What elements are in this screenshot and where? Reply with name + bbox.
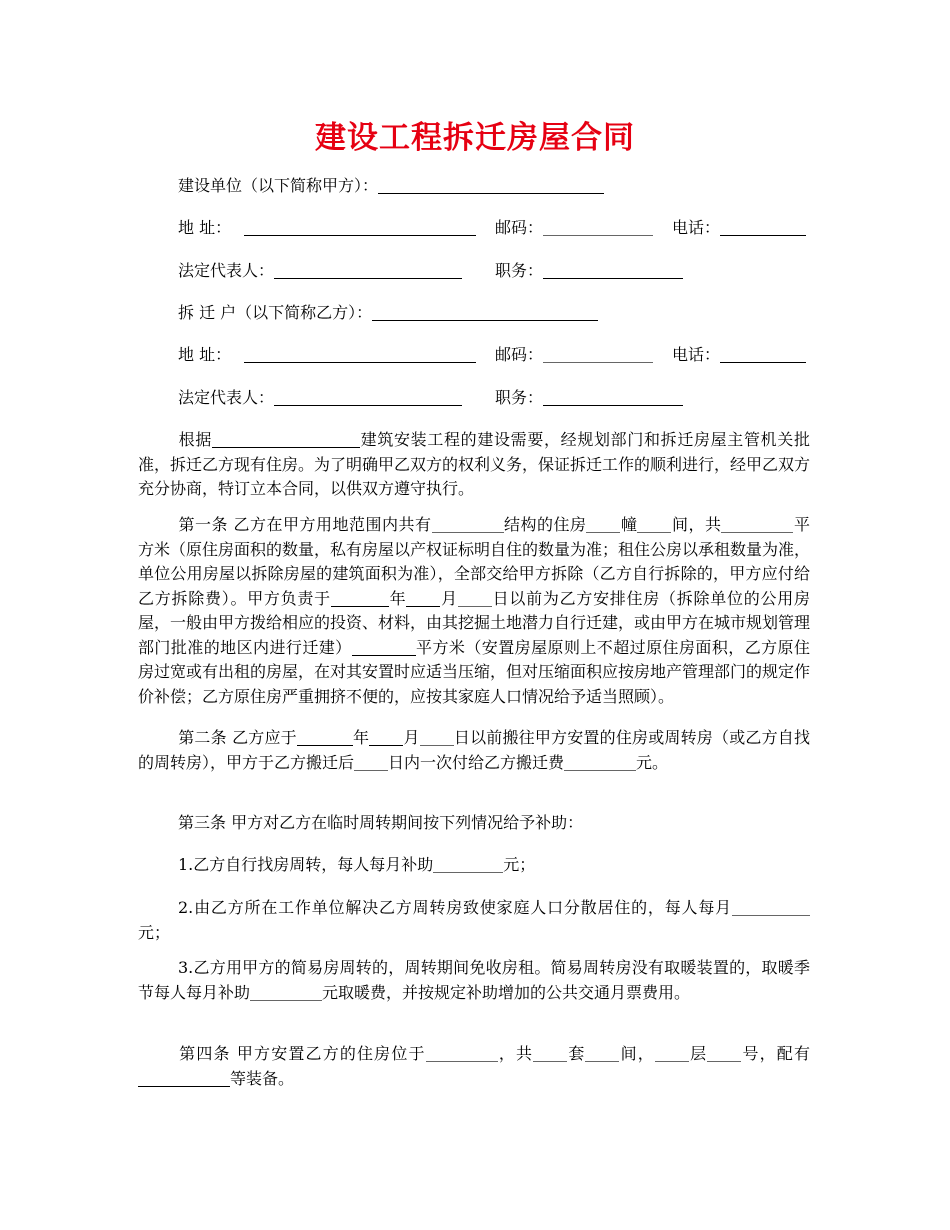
rooms-blank[interactable] — [585, 1045, 619, 1062]
housing-location-blank[interactable] — [426, 1045, 498, 1062]
article-3-paragraph — [138, 811, 810, 836]
resettle-month-blank[interactable] — [406, 590, 440, 607]
party-b-postcode-label: 邮码： — [495, 345, 544, 364]
party-b-address-blank[interactable] — [244, 346, 476, 363]
party-b-position-label: 职务： — [495, 388, 544, 407]
buildings-count-blank[interactable] — [586, 516, 620, 533]
move-month-blank[interactable] — [369, 729, 403, 746]
paragraph-text: 3.乙方用甲方的简易房周转的，周转期间免收房租。简易周转房没有取暖装置的，取暖季节每人每月补助 — [138, 958, 810, 1002]
party-b-address-label: 地 址： — [178, 345, 232, 364]
party-b-legal-rep-blank[interactable] — [274, 389, 462, 406]
paragraph-text: 建筑安装工程的建设需要，经规划部门和拆迁房屋主管机关批准，拆迁乙方现有住房。为了明确甲乙双方的权利义务，保证拆迁工作的顺利进行，经甲乙双方充分协商，特订立本合同，以供双方遵守执行。 — [138, 430, 811, 498]
article-3-item-2 — [138, 896, 810, 945]
resettle-year-blank[interactable] — [331, 590, 389, 607]
article-3-item-1 — [138, 853, 810, 878]
party-b-postcode-blank[interactable] — [543, 346, 653, 363]
paragraph-text: 幢 — [620, 515, 638, 534]
party-a-postcode-blank[interactable] — [543, 219, 653, 236]
party-a-phone-blank[interactable] — [720, 219, 806, 236]
article-1-paragraph — [138, 513, 810, 709]
paragraph-text: 1.乙方自行找房周转，每人每月补助 — [178, 855, 434, 874]
paragraph-text: 号，配有 — [741, 1044, 810, 1063]
moving-fee-blank[interactable] — [564, 754, 636, 771]
paragraph-text: 年 — [352, 728, 370, 747]
paragraph-text: 间，共 — [671, 515, 722, 534]
paragraph-text: 元取暖费，并按规定补助增加的公共交通月票费用。 — [322, 982, 691, 1002]
paragraph-text: 间， — [619, 1044, 655, 1063]
party-a-address-blank[interactable] — [244, 219, 476, 236]
article-2-paragraph — [138, 726, 810, 775]
project-name-blank[interactable] — [212, 431, 360, 448]
paragraph-text: 套 — [567, 1044, 586, 1063]
paragraph-text: 第二条 乙方应于 — [178, 728, 297, 747]
resettle-day-blank[interactable] — [458, 590, 492, 607]
paragraph-text: 2.由乙方所在工作单位解决乙方周转房致使家庭人口分散居住的，每人每月 — [178, 898, 732, 917]
paragraph-text: 元； — [138, 922, 171, 942]
resettle-area-blank[interactable] — [352, 639, 416, 656]
subsidy-2-blank[interactable] — [732, 899, 810, 916]
party-b-line — [178, 303, 598, 323]
subsidy-1-blank[interactable] — [433, 856, 503, 873]
party-a-legal-rep-blank[interactable] — [274, 262, 462, 279]
paragraph-text: 等装备。 — [230, 1068, 295, 1088]
unit-number-blank[interactable] — [707, 1045, 741, 1062]
party-a-address-label: 地 址： — [178, 218, 232, 237]
party-b-phone-label: 电话： — [672, 345, 721, 364]
party-b-legal-rep-label: 法定代表人： — [178, 388, 275, 407]
party-a-phone-label: 电话： — [672, 218, 721, 237]
party-b-blank[interactable] — [372, 304, 598, 321]
paragraph-text: 第三条 甲方对乙方在临时周转期间按下列情况给予补助： — [178, 813, 584, 832]
party-a-position-blank[interactable] — [543, 262, 683, 279]
move-year-blank[interactable] — [297, 729, 353, 746]
paragraph-text: 日以前搬往甲方安置的住房或周转房（或乙方自找的周转房），甲方于乙方搬迁后 — [138, 728, 810, 772]
paragraph-text: 根据 — [178, 430, 212, 449]
article-3-item-3 — [138, 956, 810, 1005]
party-b-label: 拆 迁 户（以下简称乙方）： — [178, 303, 373, 322]
paragraph-text: 平方米（原住房面积的数量，私有房屋以产权证标明自住的数量为准；租住公房以承租数量为准，单位公用房屋以拆除房屋的建筑面积为准），全部交给甲方拆除（乙方自行拆除的，甲方应付给乙方拆除费）。甲方负责于 — [138, 515, 811, 608]
party-b-position-blank[interactable] — [543, 389, 683, 406]
party-a-line — [178, 176, 604, 196]
rooms-count-blank[interactable] — [637, 516, 671, 533]
article-4-paragraph — [138, 1042, 810, 1091]
party-a-legal-rep-label: 法定代表人： — [178, 261, 275, 280]
area-blank[interactable] — [721, 516, 793, 533]
paragraph-text: 元。 — [636, 752, 669, 772]
sets-count-blank[interactable] — [533, 1045, 567, 1062]
paragraph-text: 元； — [503, 855, 536, 874]
move-day-blank[interactable] — [420, 729, 454, 746]
paragraph-text: 年 — [388, 588, 407, 608]
party-a-blank[interactable] — [378, 177, 604, 194]
floor-blank[interactable] — [655, 1045, 689, 1062]
paragraph-text: 日以前为乙方安排住房（拆除单位的公用房屋，一般由甲方拨给相应的投资、材料，由其挖掘土地潜力自行迁建，或由甲方在城市规划管理部门批准的地区内进行迁建） — [138, 588, 811, 657]
paragraph-text: 平方米（安置房屋原则上不超过原住房面积，乙方原住房过宽或有出租的房屋，在对其安置时应适当压缩，但对压缩面积应按房地产管理部门的规定作价补偿；乙方原住房严重拥挤不便的，应按其家庭人口情况给予适当照顾）。 — [138, 637, 811, 706]
equipment-blank[interactable] — [138, 1070, 230, 1087]
pay-days-blank[interactable] — [354, 754, 388, 771]
preamble-paragraph — [138, 428, 810, 502]
document-title: 建设工程拆迁房屋合同 — [315, 120, 635, 156]
party-a-postcode-label: 邮码： — [495, 218, 544, 237]
party-b-phone-blank[interactable] — [720, 346, 806, 363]
paragraph-text: 第四条 甲方安置乙方的住房位于 — [178, 1044, 426, 1063]
paragraph-text: 第一条 乙方在甲方用地范围内共有 — [178, 515, 432, 534]
structure-blank[interactable] — [432, 516, 504, 533]
paragraph-text: 结构的住房 — [503, 515, 587, 534]
paragraph-text: 月 — [440, 588, 458, 608]
party-a-position-label: 职务： — [495, 261, 544, 280]
paragraph-text: 日内一次付给乙方搬迁费 — [388, 752, 565, 772]
paragraph-text: ，共 — [497, 1044, 534, 1063]
paragraph-text: 月 — [403, 728, 420, 747]
party-a-label: 建设单位（以下简称甲方）： — [178, 176, 379, 195]
heating-subsidy-blank[interactable] — [250, 984, 322, 1001]
paragraph-text: 层 — [688, 1044, 708, 1063]
